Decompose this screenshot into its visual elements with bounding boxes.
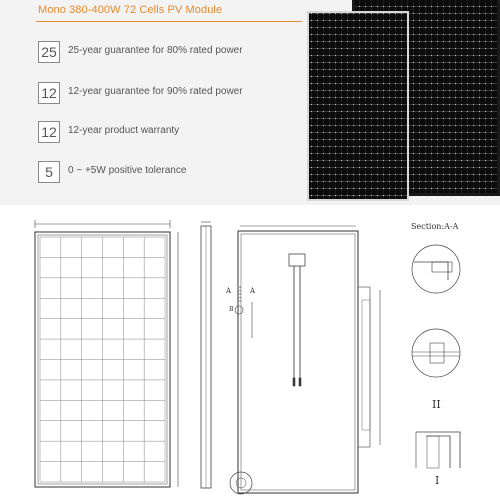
- feature-text: 12-year product warranty: [68, 125, 180, 136]
- detail-label-i: I: [435, 474, 440, 487]
- junction-box: [289, 254, 305, 266]
- section-aa-label: Section:A-A: [411, 222, 459, 231]
- feature-text: 12-year guarantee for 90% rated power: [68, 86, 243, 97]
- feature-text: 25-year guarantee for 80% rated power: [68, 45, 243, 56]
- number-box-icon: 5: [38, 161, 60, 183]
- detail-label-ii: II: [432, 398, 441, 411]
- side-view-drawing: [201, 222, 211, 488]
- back-view-drawing: [230, 226, 380, 494]
- number-box-icon: 12: [38, 121, 60, 143]
- feature-text: 0 ~ +5W positive tolerance: [68, 165, 187, 176]
- section-marker-a: A: [226, 287, 232, 295]
- section-marker-a: A: [250, 287, 256, 295]
- product-title: Mono 380-400W 72 Cells PV Module: [38, 4, 223, 16]
- front-view-drawing: [35, 220, 178, 487]
- section-detail-circles: [412, 245, 460, 468]
- detail-marker-b: B: [229, 306, 234, 313]
- number-box-icon: 25: [38, 41, 60, 63]
- number-box-icon: 12: [38, 82, 60, 104]
